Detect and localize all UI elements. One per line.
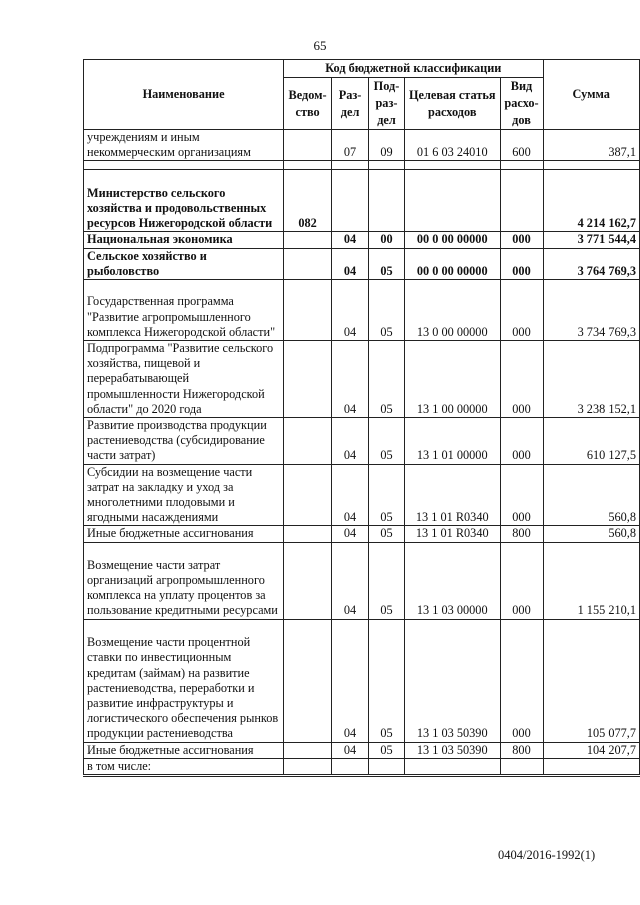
row-razdel: 04	[332, 742, 369, 758]
document-code: 0404/2016-1992(1)	[498, 848, 596, 862]
row-podrazdel: 05	[369, 248, 405, 279]
row-celevaya: 00 0 00 00000	[404, 232, 500, 248]
table-row	[84, 170, 640, 232]
row-ved	[284, 758, 332, 775]
table-row	[84, 130, 640, 161]
row-summa: 3 764 769,3	[543, 248, 640, 279]
row-name: Развитие производства продукции растениеводства (субсидирование части затрат)	[84, 418, 284, 465]
row-ved	[284, 248, 332, 279]
row-vid: 000	[500, 542, 543, 619]
header-vedomstvo: Ведом-ство	[284, 78, 332, 130]
row-vid: 000	[500, 341, 543, 418]
row-razdel: 04	[332, 341, 369, 418]
row-celevaya	[404, 758, 500, 775]
row-razdel	[332, 758, 369, 775]
row-summa: 105 077,7	[543, 619, 640, 742]
row-podrazdel: 05	[369, 542, 405, 619]
row-ved: 082	[284, 170, 332, 232]
row-vid: 600	[500, 130, 543, 161]
header-razdel: Раз-дел	[332, 78, 369, 130]
row-ved	[284, 542, 332, 619]
spacer-row	[84, 161, 640, 170]
row-summa: 3 771 544,4	[543, 232, 640, 248]
row-name: в том числе:	[84, 758, 284, 775]
row-celevaya: 13 1 03 50390	[404, 742, 500, 758]
row-ved	[284, 526, 332, 542]
table-row	[84, 619, 640, 742]
page-number: 65	[313, 38, 327, 53]
row-vid: 800	[500, 742, 543, 758]
row-podrazdel: 05	[369, 418, 405, 465]
row-name: Субсидии на возмещение части затрат на закладку и уход за многолетними плодовыми и ягодными насаждениями	[84, 464, 284, 526]
row-razdel: 04	[332, 248, 369, 279]
row-ved	[284, 232, 332, 248]
row-ved	[284, 341, 332, 418]
row-razdel: 04	[332, 280, 369, 341]
row-podrazdel: 05	[369, 742, 405, 758]
row-name: Иные бюджетные ассигнования	[84, 526, 284, 542]
row-celevaya: 13 1 00 00000	[404, 341, 500, 418]
row-name: Возмещение части затрат организаций агропромышленного комплекса на уплату процентов за пользование кредитными ресурсами	[84, 542, 284, 619]
row-podrazdel: 05	[369, 280, 405, 341]
table-row	[84, 464, 640, 526]
row-name: Сельское хозяйство и рыболовство	[84, 248, 284, 279]
row-name: Возмещение части процентной ставки по инвестиционным кредитам (займам) на развитие растениеводства, переработки и развитие инфраструктуры и логистического обеспечения рынков продукции растениеводства	[84, 619, 284, 742]
table-row	[84, 232, 640, 248]
header-summa: Сумма	[543, 60, 640, 130]
row-celevaya: 13 1 01 R0340	[404, 526, 500, 542]
row-celevaya: 13 0 00 00000	[404, 280, 500, 341]
row-podrazdel: 05	[369, 464, 405, 526]
row-razdel: 04	[332, 464, 369, 526]
row-summa: 610 127,5	[543, 418, 640, 465]
table-row	[84, 248, 640, 279]
row-podrazdel: 00	[369, 232, 405, 248]
row-ved	[284, 418, 332, 465]
row-vid	[500, 170, 543, 232]
row-podrazdel: 09	[369, 130, 405, 161]
header-vid: Вид расхо-дов	[500, 78, 543, 130]
row-celevaya: 13 1 03 50390	[404, 619, 500, 742]
table-row	[84, 341, 640, 418]
row-ved	[284, 280, 332, 341]
row-ved	[284, 619, 332, 742]
row-celevaya: 13 1 01 00000	[404, 418, 500, 465]
header-code-group: Код бюджетной классификации	[284, 60, 543, 78]
row-name: Национальная экономика	[84, 232, 284, 248]
row-vid: 000	[500, 464, 543, 526]
row-vid: 800	[500, 526, 543, 542]
row-podrazdel	[369, 170, 405, 232]
row-celevaya: 13 1 01 R0340	[404, 464, 500, 526]
row-razdel: 04	[332, 526, 369, 542]
row-celevaya	[404, 170, 500, 232]
table-row	[84, 526, 640, 542]
row-summa: 560,8	[543, 526, 640, 542]
row-celevaya: 13 1 03 00000	[404, 542, 500, 619]
row-summa: 104 207,7	[543, 742, 640, 758]
row-name: Министерство сельского хозяйства и продовольственных ресурсов Нижегородской области	[84, 170, 284, 232]
row-razdel: 04	[332, 418, 369, 465]
row-name: учреждениям и иным некоммерческим организациям	[84, 130, 284, 161]
row-razdel: 07	[332, 130, 369, 161]
table-row	[84, 280, 640, 341]
row-summa: 3 734 769,3	[543, 280, 640, 341]
row-celevaya: 00 0 00 00000	[404, 248, 500, 279]
row-summa: 387,1	[543, 130, 640, 161]
table-row	[84, 758, 640, 775]
row-ved	[284, 742, 332, 758]
row-ved	[284, 130, 332, 161]
row-summa: 3 238 152,1	[543, 341, 640, 418]
row-razdel: 04	[332, 619, 369, 742]
row-razdel: 04	[332, 542, 369, 619]
table-row	[84, 542, 640, 619]
row-podrazdel: 05	[369, 341, 405, 418]
row-vid: 000	[500, 232, 543, 248]
table-row	[84, 418, 640, 465]
header-podrazdel: Под-раз-дел	[369, 78, 405, 130]
row-name: Иные бюджетные ассигнования	[84, 742, 284, 758]
row-vid: 000	[500, 619, 543, 742]
header-celevaya: Целевая статья расходов	[404, 78, 500, 130]
row-name: Подпрограмма "Развитие сельского хозяйства, пищевой и перерабатывающей промышленности Нижегородской области" до 2020 года	[84, 341, 284, 418]
header-name: Наименование	[84, 60, 284, 130]
row-name: Государственная программа "Развитие агропромышленного комплекса Нижегородской области"	[84, 280, 284, 341]
row-ved	[284, 464, 332, 526]
row-podrazdel: 05	[369, 619, 405, 742]
budget-classification-table	[83, 59, 640, 777]
row-vid	[500, 758, 543, 775]
row-summa: 1 155 210,1	[543, 542, 640, 619]
row-vid: 000	[500, 280, 543, 341]
row-vid: 000	[500, 248, 543, 279]
row-podrazdel: 05	[369, 526, 405, 542]
row-summa: 4 214 162,7	[543, 170, 640, 232]
row-razdel	[332, 170, 369, 232]
row-summa: 560,8	[543, 464, 640, 526]
row-podrazdel	[369, 758, 405, 775]
row-razdel: 04	[332, 232, 369, 248]
table-row	[84, 742, 640, 758]
row-summa	[543, 758, 640, 775]
row-vid: 000	[500, 418, 543, 465]
row-celevaya: 01 6 03 24010	[404, 130, 500, 161]
